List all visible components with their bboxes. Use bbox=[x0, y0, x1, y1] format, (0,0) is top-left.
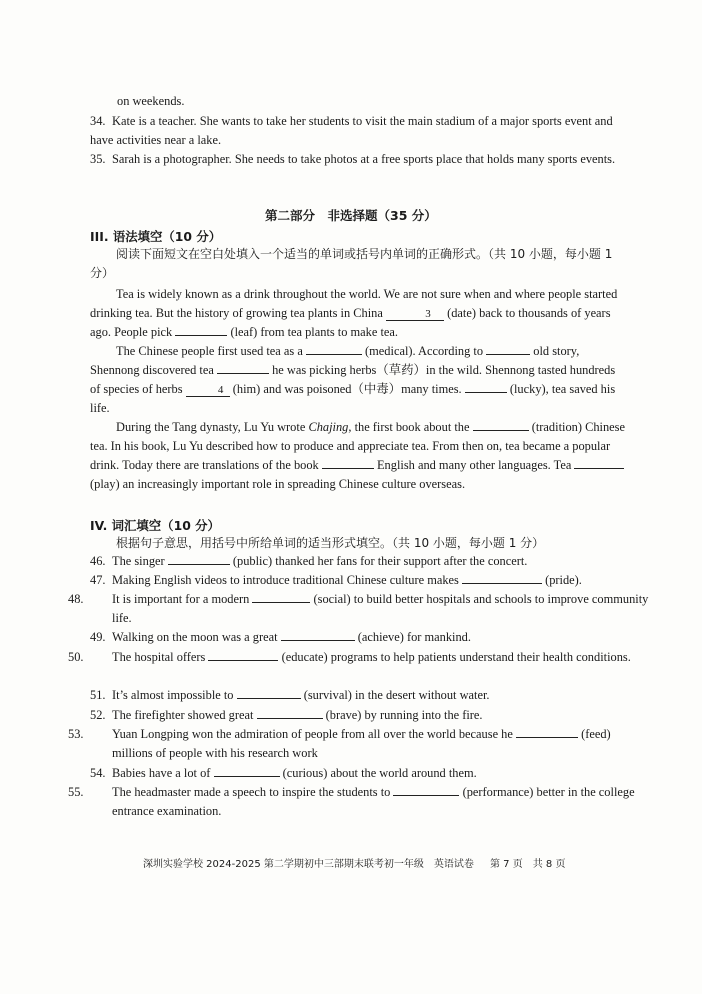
blank-46[interactable] bbox=[168, 552, 230, 565]
blank-55[interactable] bbox=[393, 783, 459, 796]
section-3-instruction: 阅读下面短文在空白处填入一个适当的单词或括号内单词的正确形式。（共 10 小题，每小题 1 分） bbox=[90, 247, 613, 280]
blank-42[interactable] bbox=[465, 380, 507, 393]
blank-52[interactable] bbox=[257, 706, 323, 719]
passage-paragraph-1: Tea is widely known as a drink throughout the world. We are not sure when and where people started drinking tea. But the history of growing tea plants in China 3 (date) back to thousands of years ago. People pick (leaf) from tea plants to make tea. bbox=[90, 287, 618, 339]
blank-53[interactable] bbox=[516, 725, 578, 738]
blank-43[interactable] bbox=[473, 418, 529, 431]
blank-37[interactable] bbox=[175, 323, 227, 336]
book-title: Chajing bbox=[308, 420, 349, 434]
vocab-item-54: 54. Babies have a lot of (curious) about the world around them. bbox=[90, 766, 477, 780]
blank-38[interactable] bbox=[306, 342, 362, 355]
blank-41[interactable]: 4 bbox=[186, 384, 230, 397]
blank-44[interactable] bbox=[322, 456, 374, 469]
vocab-item-50: 50. The hospital offers (educate) programs to help patients understand their health conditions. bbox=[68, 650, 631, 664]
continuation-text: on weekends. bbox=[117, 94, 185, 108]
item-number: 34. bbox=[90, 114, 106, 128]
section-3-title: III. 语法填空（10 分） bbox=[90, 229, 222, 244]
vocab-item-49: 49. Walking on the moon was a great (achieve) for mankind. bbox=[90, 630, 471, 644]
blank-50[interactable] bbox=[208, 648, 278, 661]
blank-39[interactable] bbox=[486, 342, 530, 355]
item-number: 35. bbox=[90, 152, 106, 166]
section-4-title: IV. 词汇填空（10 分） bbox=[90, 518, 220, 533]
section-4-instruction: 根据句子意思，用括号中所给单词的适当形式填空。（共 10 小题，每小题 1 分） bbox=[116, 536, 545, 550]
vocab-item-47: 47. Making English videos to introduce traditional Chinese culture makes (pride). bbox=[90, 573, 582, 587]
blank-49[interactable] bbox=[281, 628, 355, 641]
blank-48[interactable] bbox=[252, 590, 310, 603]
vocab-item-55: 55. The headmaster made a speech to inspire the students to (performance) better in the college entrance examination. bbox=[68, 785, 635, 818]
blank-40[interactable] bbox=[217, 361, 269, 374]
blank-47[interactable] bbox=[462, 571, 542, 584]
item-text: Sarah is a photographer. She needs to take photos at a free sports place that holds many sports events. bbox=[112, 152, 616, 166]
listening-item-35 bbox=[90, 150, 630, 169]
footer-page-number: 第 7 页 共 8 页 bbox=[490, 859, 566, 870]
passage-paragraph-2: The Chinese people first used tea as a (medical). According to old story, Shennong discovered tea he was picking herbs（草药）in the wild. Shennong tasted hundreds of species of herbs 4 (him) and was poisoned（中毒）many times. (lucky), tea saved his life. bbox=[90, 344, 616, 415]
listening-item-34 bbox=[90, 112, 630, 150]
blank-51[interactable] bbox=[237, 686, 301, 699]
blank-54[interactable] bbox=[214, 764, 280, 777]
footer-school: 深圳实验学校 2024-2025 第二学期初中三部期末联考初一年级 英语试卷 bbox=[143, 859, 474, 870]
blank-36[interactable]: 3 bbox=[386, 308, 444, 321]
vocab-item-48: 48. It is important for a modern (social) to build better hospitals and schools to improve community life. bbox=[68, 592, 649, 625]
blank-45[interactable] bbox=[574, 456, 624, 469]
vocab-item-51: 51. It’s almost impossible to (survival) in the desert without water. bbox=[90, 688, 490, 702]
item-text: Kate is a teacher. She wants to take her students to visit the main stadium of a major sports event and have activities near a lake. bbox=[90, 114, 613, 147]
part-title: 第二部分 非选择题（35 分） bbox=[265, 208, 437, 223]
vocab-item-46: 46. The singer (public) thanked her fans for their support after the concert. bbox=[90, 554, 528, 568]
vocab-item-52: 52. The firefighter showed great (brave) by running into the fire. bbox=[90, 708, 483, 722]
vocab-item-53: 53. Yuan Longping won the admiration of people from all over the world because he (feed) millions of people with his research work bbox=[68, 727, 611, 760]
passage-paragraph-3: During the Tang dynasty, Lu Yu wrote Chajing, the first book about the (tradition) Chinese tea. In his book, Lu Yu described how to produce and appreciate tea. From then on, tea became a popular drink. Today there are translations of the book English and many other languages. Tea (play) an increasingly important role in spreading Chinese culture overseas. bbox=[90, 420, 625, 491]
